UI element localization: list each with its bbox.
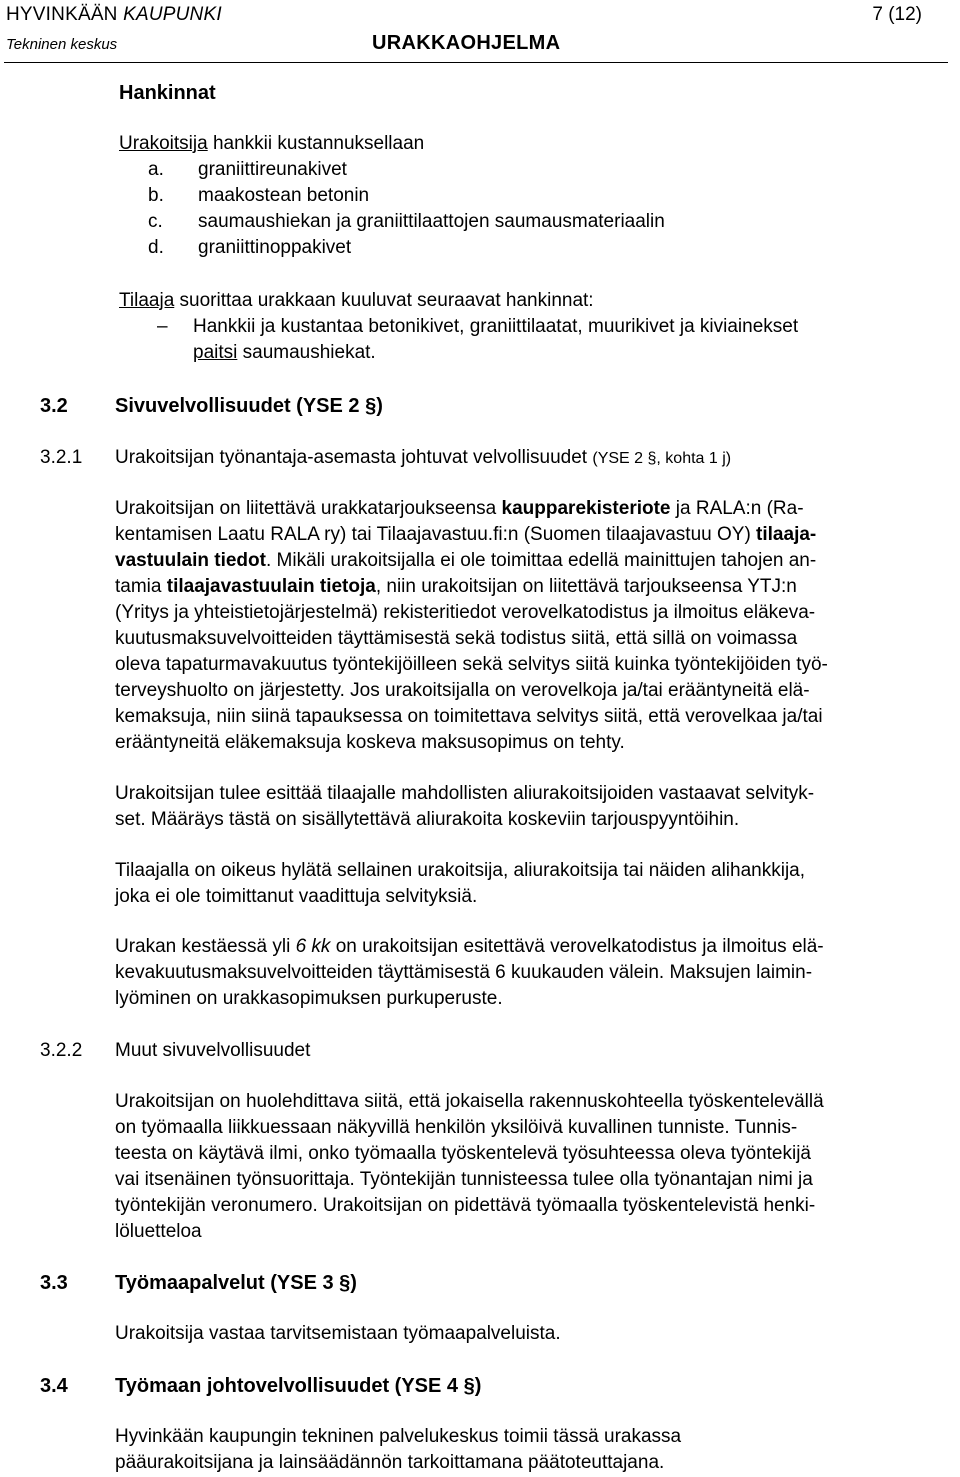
paragraph-line: Urakoitsijan on huolehdittava siitä, että jokaisella rakennuskohteella työskentelevällä (115, 1091, 824, 1112)
dash-item-line-2: paitsi saumaushiekat. (193, 342, 376, 363)
list-item: d. graniittinoppakivet (148, 237, 352, 258)
paragraph-line: Urakoitsija vastaa tarvitsemistaan työmaapalveluista. (115, 1323, 561, 1344)
paragraph-line: kemaksuja, niin siinä tapauksessa on toimitettava selvitys siitä, että verovelkaa ja/tai (115, 706, 823, 727)
paragraph-line: löluetteloa (115, 1221, 202, 1242)
section-3-4-title: Työmaan johtovelvollisuudet (YSE 4 §) (115, 1375, 482, 1397)
list-item: b. maakostean betonin (148, 185, 370, 206)
section-3-2-1-title: Urakoitsijan työnantaja-asemasta johtuvat velvollisuudet (YSE 2 §, kohta 1 j) (115, 447, 732, 468)
dash-item-line-1: Hankkii ja kustantaa betonikivet, graniittilaatat, muurikivet ja kiviainekset (193, 316, 799, 337)
department-name: Tekninen keskus (6, 36, 118, 53)
organization-name (6, 4, 222, 26)
client-underlined: Tilaaja (119, 290, 175, 311)
paragraph-line: pääurakoitsijana ja lainsäädännön tarkoittamana päätoteuttajana. (115, 1452, 665, 1473)
contractor-procures-line (119, 131, 424, 157)
paragraph-line: Hyvinkään kaupungin tekninen palvelukeskus toimii tässä urakassa (115, 1426, 682, 1447)
paragraph-line: vai itsenäinen työnsuorittaja. Työntekijän tunnisteessa tulee olla työnantajan nimi ja (115, 1169, 813, 1190)
paragraph-line: Urakan kestäessä yli 6 kk on urakoitsijan esitettävä verovelkatodistus ja ilmoitus elä- (115, 936, 824, 957)
paragraph-line: (Yritys ja yhteistietojärjestelmä) rekisteritiedot verovelkatodistus ja ilmoitus eläkeva- (115, 602, 816, 623)
section-3-2-1-reference: (YSE 2 §, kohta 1 j) (592, 450, 732, 467)
paragraph-line: kevakuutusmaksuvelvoitteiden täyttämisestä 6 kuukauden välein. Maksujen laimin- (115, 962, 813, 983)
org-name-main: HYVINKÄÄN (6, 4, 118, 25)
client-procures-line (119, 288, 594, 314)
section-3-3-number: 3.3 (40, 1272, 68, 1294)
section-3-2-number: 3.2 (40, 395, 68, 417)
section-3-2-2-number: 3.2.2 (40, 1040, 83, 1061)
list-item: a. graniittireunakivet (148, 159, 347, 180)
section-3-2-title: Sivuvelvollisuudet (YSE 2 §) (115, 395, 383, 417)
section-3-4-number: 3.4 (40, 1375, 68, 1397)
paragraph-line: terveyshuolto on järjestetty. Jos urakoitsijalla on verovelkoja ja/tai erääntyneitä elä- (115, 680, 810, 701)
paragraph-line: työntekijän veronumero. Urakoitsijan on pidettävä työmaalla työskentelevistä henki- (115, 1195, 816, 1216)
page-number: 7 (12) (872, 4, 922, 25)
dash-bullet: – (157, 316, 168, 337)
paragraph-line: oleva tapaturmavakuutus työntekijöilleen sekä selvitys siitä kuinka työntekijöiden työ- (115, 654, 828, 675)
list-item: c. saumaushiekan ja graniittilaattojen saumausmateriaalin (148, 211, 665, 232)
paragraph-line: vastuulain tiedot. Mikäli urakoitsijalla ei ole toimittaa edellä mainittujen tahojen an- (115, 550, 817, 571)
header-rule (4, 62, 948, 63)
org-name-italic: KAUPUNKI (123, 4, 222, 25)
paragraph-line: lyöminen on urakkasopimuksen purkuperuste. (115, 988, 503, 1009)
paragraph-line: Tilaajalla on oikeus hylätä sellainen urakoitsija, aliurakoitsija tai näiden alihankkija, (115, 860, 806, 881)
paragraph-line: on työmaalla liikkuessaan näkyvillä henkilön yksilöivä kuvallinen tunniste. Tunnis- (115, 1117, 798, 1138)
client-procures-rest: suorittaa urakkaan kuuluvat seuraavat hankinnat: (174, 290, 594, 311)
paragraph-line: teesta on käytävä ilmi, onko työmaalla työskentelevä työsuhteessa oleva työntekijä (115, 1143, 811, 1164)
section-3-2-2-title: Muut sivuvelvollisuudet (115, 1040, 311, 1061)
paragraph-line: erääntyneitä eläkemaksuja koskeva maksusopimus on tehty. (115, 732, 625, 753)
section-3-3-title: Työmaapalvelut (YSE 3 §) (115, 1272, 357, 1294)
document-title: URAKKAOHJELMA (372, 32, 561, 54)
paragraph-line: kuutusmaksuvelvoitteiden täyttämisestä sekä todistus siitä, että sillä on voimassa (115, 628, 798, 649)
paragraph-line: set. Määräys tästä on sisällytettävä aliurakoita koskeviin tarjouspyyntöihin. (115, 809, 740, 830)
contractor-underlined: Urakoitsija (119, 133, 208, 154)
hankinnat-heading: Hankinnat (119, 82, 216, 104)
paragraph-line: tamia tilaajavastuulain tietoja, niin urakoitsijan on liitettävä tarjoukseensa YTJ:n (115, 576, 797, 597)
contractor-procures-rest: hankkii kustannuksellaan (207, 133, 425, 154)
paragraph-line: Urakoitsijan on liitettävä urakkatarjoukseensa kaupparekisteriote ja RALA:n (Ra- (115, 498, 804, 519)
section-3-2-1-number: 3.2.1 (40, 447, 83, 468)
paragraph-line: joka ei ole toimittanut vaadittuja selvityksiä. (115, 886, 478, 907)
paragraph-line: kentamisen Laatu RALA ry) tai Tilaajavastuu.fi:n (Suomen tilaajavastuu OY) tilaaja- (115, 524, 817, 545)
paragraph-line: Urakoitsijan tulee esittää tilaajalle mahdollisten aliurakoitsijoiden vastaavat selvityk- (115, 783, 815, 804)
